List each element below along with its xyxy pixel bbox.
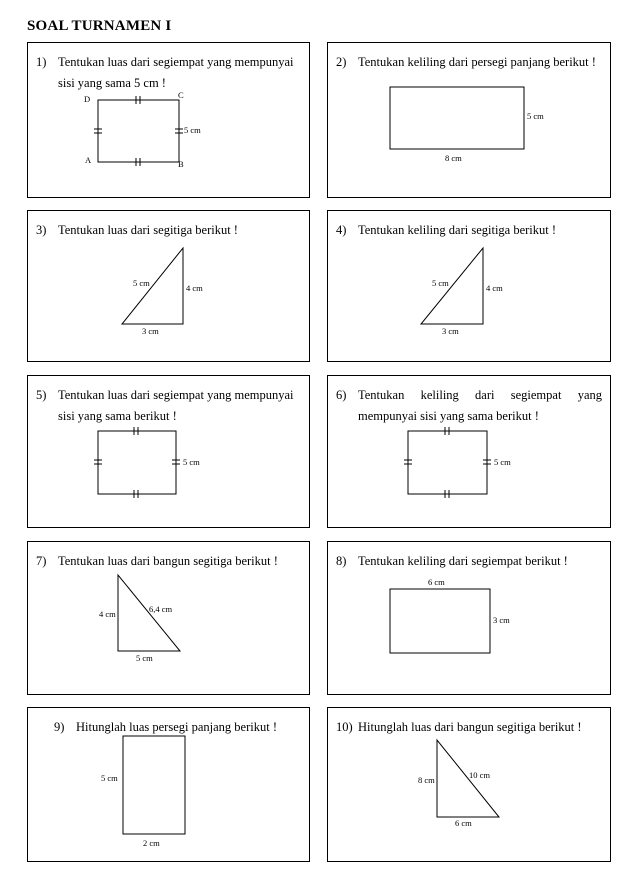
vertical-label: 4 cm (486, 283, 503, 293)
vertex-label-d: D (84, 94, 91, 104)
question-number: 5) (36, 388, 47, 402)
rectangle-figure (28, 708, 311, 863)
triangle-figure (328, 211, 612, 363)
question-box-10 (327, 707, 611, 862)
triangle-figure (28, 542, 311, 696)
question-box-5 (27, 375, 310, 528)
vertical-label: 8 cm (418, 775, 435, 785)
hypotenuse-label: 5 cm (133, 278, 150, 288)
question-line: sisi yang sama 5 cm ! (58, 76, 166, 90)
base-label: 5 cm (136, 653, 153, 663)
question-box-2 (327, 42, 611, 198)
hypotenuse-label: 6,4 cm (149, 604, 173, 614)
side-label: 5 cm (184, 125, 201, 135)
hypotenuse-label: 10 cm (469, 770, 491, 780)
question-line: sisi yang sama berikut ! (58, 409, 177, 423)
question-number: 7) (36, 554, 47, 568)
question-line: Tentukan luas dari segiempat yang mempunyai (58, 55, 294, 69)
rectangle-figure (328, 542, 612, 696)
question-box-6 (327, 375, 611, 528)
question-number: 2) (336, 55, 347, 69)
question-line: Tentukan luas dari segiempat yang mempunyai (58, 388, 294, 402)
question-number: 4) (336, 223, 347, 237)
question-line: Tentukan keliling dari segiempat berikut ! (358, 554, 568, 568)
question-box-1 (27, 42, 310, 198)
height-label: 3 cm (493, 615, 510, 625)
vertex-label-a: A (85, 155, 92, 165)
base-label: 3 cm (442, 326, 459, 336)
triangle-figure (328, 708, 612, 863)
width-label: 8 cm (445, 153, 462, 163)
square-figure (328, 376, 612, 529)
question-number: 10) (336, 720, 353, 734)
rectangle-figure (328, 43, 612, 199)
question-line: Tentukan luas dari segitiga berikut ! (58, 223, 238, 237)
square-figure (28, 376, 311, 529)
base-label: 3 cm (142, 326, 159, 336)
question-line: Tentukan keliling dari segitiga berikut ! (358, 223, 557, 237)
question-box-8 (327, 541, 611, 695)
vertex-label-b: B (178, 159, 184, 169)
triangle-figure (28, 211, 311, 363)
width-label: 6 cm (428, 577, 445, 587)
hypotenuse-label: 5 cm (432, 278, 449, 288)
vertical-label: 4 cm (186, 283, 203, 293)
height-label: 5 cm (101, 773, 118, 783)
question-line: Tentukan luas dari bangun segitiga berikut ! (58, 554, 278, 568)
question-number: 3) (36, 223, 47, 237)
question-number: 9) (54, 720, 65, 734)
vertical-label: 4 cm (99, 609, 116, 619)
side-label: 5 cm (183, 457, 200, 467)
square-figure (28, 43, 311, 199)
vertex-label-c: C (178, 90, 184, 100)
question-box-9 (27, 707, 310, 862)
question-line: mempunyai sisi yang sama berikut ! (358, 409, 539, 423)
page-title: SOAL TURNAMEN I (27, 18, 172, 34)
question-box-4 (327, 210, 611, 362)
question-line: Tentukan keliling dari segiempat yang (358, 388, 602, 402)
base-label: 6 cm (455, 818, 472, 828)
question-line: Hitunglah luas dari bangun segitiga berikut ! (358, 720, 582, 734)
question-line: Hitunglah luas persegi panjang berikut ! (76, 720, 277, 734)
question-box-3 (27, 210, 310, 362)
question-line: Tentukan keliling dari persegi panjang berikut ! (358, 55, 596, 69)
question-number: 6) (336, 388, 347, 402)
question-number: 1) (36, 55, 47, 69)
question-box-7 (27, 541, 310, 695)
height-label: 5 cm (527, 111, 544, 121)
width-label: 2 cm (143, 838, 160, 848)
side-label: 5 cm (494, 457, 511, 467)
question-number: 8) (336, 554, 347, 568)
